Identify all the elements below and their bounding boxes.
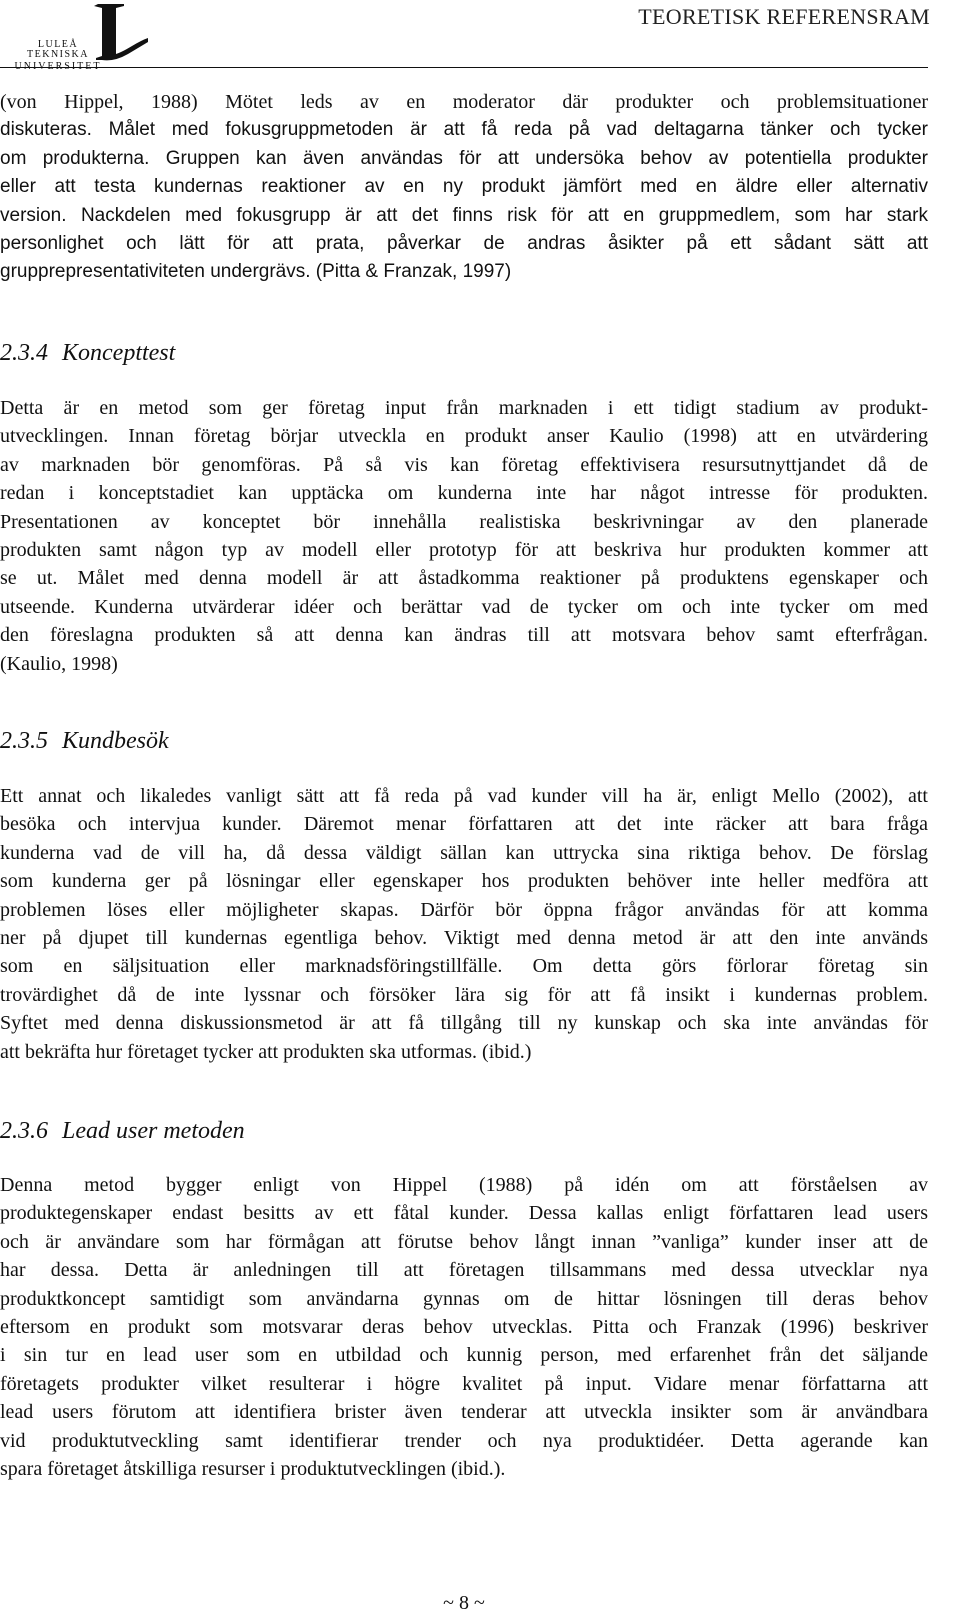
text-line: kunderna vad de vill ha, då dessa väldigt sällan kan uttrycka sina riktiga behov. De förslag	[0, 841, 928, 864]
text-line: företagets produkter vilket resulterar i högre kvalitet på input. Vidare menar författarna att	[0, 1372, 928, 1395]
section-title: Lead user metoden	[62, 1118, 245, 1144]
text-line: se ut. Målet med denna modell är att åstadkomma reaktioner på produktens egenskaper och	[0, 567, 928, 590]
logo-line-2: TEKNISKA	[27, 49, 89, 60]
page-header	[0, 0, 960, 72]
text-line: lead users förutom att identifiera brister även tenderar att utveckla insikter som är användbara	[0, 1401, 928, 1424]
text-line: eller att testa kundernas reaktioner av en ny produkt jämfört med en äldre eller alternativ	[0, 176, 928, 198]
text-line: den föreslagna produkten så att denna kan ändras till att motsvara behov samt efterfrågan.	[0, 624, 928, 647]
section-title: Kundbesök	[62, 728, 169, 754]
text-line: Ett annat och likaledes vanligt sätt att få reda på vad kunder vill ha är, enligt Mello (2002), att	[0, 785, 928, 807]
text-line: diskuteras. Målet med fokusgruppmetoden är att få reda på vad deltagarna tänker och tycker	[0, 119, 928, 141]
text-line: (Kaulio, 1998)	[0, 652, 118, 675]
text-line: grupprepresentativiteten undergrävs. (Pitta & Franzak, 1997)	[0, 261, 512, 283]
text-line: trovärdighet då de inte lyssnar och försöker lära sig för att få insikt i kundernas problem.	[0, 983, 928, 1006]
text-line: utvecklingen. Innan företag börjar utveckla en produkt anser Kaulio (1998) att en utvärdering	[0, 425, 928, 448]
text-line: version. Nackdelen med fokusgrupp är att det finns risk för att en gruppmedlem, som har stark	[0, 204, 928, 226]
university-logo	[10, 2, 160, 72]
text-line: och är användare som har förmågan att förutse behov långt innan ”vanliga” kunder inser att de	[0, 1230, 928, 1253]
section-number: 2.3.5	[0, 728, 48, 754]
text-line: Syftet med denna diskussionsmetod är att få tillgång till ny kunskap och ska inte användas för	[0, 1012, 928, 1035]
text-line: problemen löses eller möjligheter skapas. Därför bör öppna frågor användas för att komma	[0, 898, 928, 921]
intro-paragraph	[0, 88, 928, 287]
text-line: produktegenskaper endast besitts av ett fåtal kunder. Dessa kallas enligt författaren lead users	[0, 1202, 928, 1225]
text-line: personlighet och lätt för att prata, påverkar de andras åsikter på ett sådant sätt att	[0, 233, 928, 255]
section-paragraph-kundbesok	[0, 782, 928, 1066]
text-line: som kunderna ger på lösningar eller egenskaper hos produkten behöver inte heller medföra att	[0, 870, 928, 893]
section-number: 2.3.6	[0, 1118, 48, 1144]
text-line: ner på djupet till kundernas egentliga behov. Viktigt med denna metod är att den inte används	[0, 927, 928, 950]
text-line: eftersom en produkt som motsvarar deras behov utvecklas. Pitta och Franzak (1996) beskriver	[0, 1316, 928, 1339]
section-number: 2.3.4	[0, 340, 48, 366]
page-number: ~ 8 ~	[443, 1592, 485, 1614]
section-heading-lead-user	[0, 1118, 245, 1145]
text-line: (von Hippel, 1988) Mötet leds av en moderator där produkter och problemsituationer	[0, 91, 928, 113]
text-line: om produkterna. Gruppen kan även användas för att undersöka behov av potentiella produkter	[0, 147, 928, 169]
text-line: Presentationen av konceptet bör innehålla realistiska beskrivningar av den planerade	[0, 510, 928, 533]
section-heading-koncepttest	[0, 340, 175, 367]
text-line: vid produktutveckling samt identifierar trender och nya produktidéer. Detta agerande kan	[0, 1429, 928, 1452]
text-line: att bekräfta hur företaget tycker att produkten ska utformas. (ibid.)	[0, 1040, 532, 1063]
text-line: Denna metod bygger enligt von Hippel (1988) på idén om att förståelsen av	[0, 1174, 928, 1196]
text-line: av marknaden bör genomföras. På så vis kan företag effektivisera resursutnyttjandet då de	[0, 453, 928, 476]
text-line: besöka och intervjua kunder. Däremot menar författaren att det inte räcker att bara fråga	[0, 813, 928, 836]
text-line: utseende. Kunderna utvärderar idéer och berättar vad de tycker om och inte tycker om med	[0, 595, 928, 618]
text-line: i sin tur en lead user som en utbildad och kunnig person, med erfarenhet från det säljande	[0, 1344, 928, 1367]
section-title: Koncepttest	[62, 340, 176, 366]
section-paragraph-koncepttest	[0, 394, 928, 678]
header-divider	[0, 67, 928, 68]
text-line: Detta är en metod som ger företag input från marknaden i ett tidigt stadium av produkt-	[0, 397, 928, 419]
text-line: produktkoncept samtidigt som användarna gynnas om de hittar lösningen till deras behov	[0, 1287, 928, 1310]
logo-line-1: LULEÅ	[37, 39, 79, 50]
text-line: redan i konceptstadiet kan upptäcka om kunderna inte har något intresse för produkten.	[0, 482, 928, 505]
text-line: spara företaget åtskilliga resurser i produktutvecklingen (ibid.).	[0, 1458, 506, 1481]
text-line: produkten samt någon typ av modell eller prototyp för att beskriva hur produkten kommer att	[0, 539, 928, 562]
section-paragraph-lead-user	[0, 1171, 928, 1483]
logo-line-3: UNIVERSITET	[14, 61, 102, 72]
text-line: som en säljsituation eller marknadsföringstillfälle. Om detta görs förlorar företag sin	[0, 955, 928, 978]
running-header-title: TEORETISK REFERENSRAM	[638, 4, 930, 29]
section-heading-kundbesok	[0, 728, 169, 755]
text-line: har dessa. Detta är anledningen till att företagen tillsammans med dessa utvecklar nya	[0, 1259, 928, 1282]
